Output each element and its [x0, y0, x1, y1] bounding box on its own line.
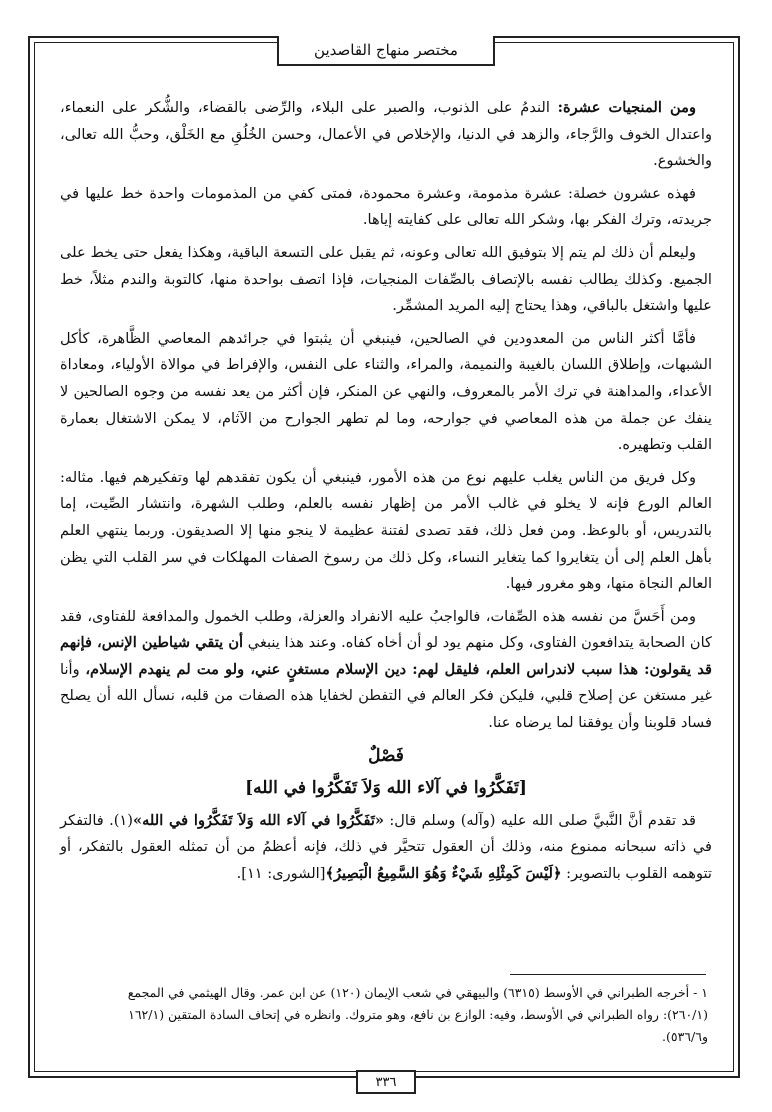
footnote-separator — [510, 974, 706, 975]
page-number: ٣٣٦ — [375, 1074, 397, 1090]
main-text — [60, 95, 712, 894]
footnote-line-1: ١ - أخرجه الطبراني في الأوسط (٦٣١٥) والبيهقي في شعب الإيمان (١٢٠) عن ابن عمر. وقال الهيثمي في المجمع — [127, 985, 708, 1000]
paragraph-1 — [60, 95, 712, 175]
paragraph-2: فهذه عشرون خصلة: عشرة مذمومة، وعشرة محمودة، فمتى كفي من المذمومات واحدة خط عليها في جريدته، وترك الفكر بها، وشكر الله تعالى على كفايته إياها. — [60, 184, 712, 229]
footnotes — [60, 982, 708, 1048]
paragraph-6 — [60, 604, 712, 737]
paragraph-6-part-a: ومن أَحَسَّ من نفسه هذه الصِّفات، فالواجبُ عليه الانفراد والعزلة، وطلب الخمول والمدافعة للفتاوى، فقد كان الصحابة يتدافعون الفتاوى، وكل منهم يود لو أن أخاه كفاه. وعند هذا ينبغي — [60, 607, 712, 652]
footnote-line-2: (٢٦٠/١): رواه الطبراني في الأوسط، وفيه: الوازع بن نافع، وهو متروك. وانظره في إتحاف السادة المتقين (١٦٢/١ — [128, 1007, 708, 1022]
verse-reference: [الشورى: ١١]. — [236, 865, 326, 883]
paragraph-4: فأمَّا أكثر الناس من المعدودين في الصالحين، فينبغي أن يثبتوا في جرائدهم المعاصي الظَّاهرة، كأكل الشبهات، وإطلاق اللسان بالغيبة والنميمة، والمراء، والثناء على النفس، والإفراط في موالاة الأولياء، ومعاداة الأعداء، والمداهنة في ترك الأمر بالمعروف، والنهي عن المنكر، فإن أكثر من يعد نفسه من وجوه الصالحين لا ينفك عن جملة من هذه المعاصي في جوارحه، وما لم تطهر الجوارح من الآثام، لا يمكن الاشتغال بعمارة القلب وتطهيره. — [60, 329, 712, 454]
footnote-line-3: و٥٣٦/٦). — [662, 1029, 708, 1044]
section-title: فَصْلٌ — [368, 745, 404, 766]
paragraph-7-part-a: قد تقدم أنَّ النَّبيَّ صلى الله عليه (وآله) وسلم قال: — [389, 811, 697, 829]
quran-verse: ﴿لَيْسَ كَمِثْلِهِ شَيْءٌ وَهُوَ السَّمِيعُ الْبَصِيرُ﴾ — [325, 865, 562, 883]
hadith-quote: «تَفَكَّرُوا في آلاء الله وَلاَ تَفَكَّرُوا في الله» — [132, 811, 385, 829]
page-number-box — [356, 1070, 416, 1094]
paragraph-7 — [60, 808, 712, 888]
book-title: مختصر منهاج القاصدين — [314, 41, 458, 59]
paragraph-5: وكل فريق من الناس يغلب عليهم نوع من هذه الأمور، فينبغي أن يكون تفقدهم لها وتفكيرهم فيها. مثاله: العالم الورع فإنه لا يخلو في غالب الأمر من إظهار نفسه بالعلم، وطلب الشهرة، وانتشار الصِّيت، إما بالتدريس، أو بالوعظ. ومن فعل ذلك، فقد تصدى لفتنة عظيمة لا ينجو منها إلا الصديقون. وربما ينتهي العلم بأهل العلم إلى أن يتغايروا كما يتغاير النساء، وكل ذلك من رسوخ الصفات المهلكات في سر القلب التي يظن العالم النجاة منها، وهو مغرور فيها. — [60, 468, 712, 593]
paragraph-1-lead: ومن المنجيات عشرة: — [557, 99, 697, 116]
section-subtitle: [تَفَكَّرُوا في آلاء الله وَلاَ تَفَكَّرُوا في الله] — [245, 778, 527, 799]
paragraph-6-bold: أن يتقي شياطين الإنس، فإنهم قد يقولون: هذا سبب لاندراس العلم، فليقل لهم: دين الإسلام مستغنٍ عني، ولو مت لم ينهدم الإسلام، — [60, 634, 713, 678]
paragraph-1-text: الندمُ على الذنوب، والصبر على البلاء، والرِّضى بالقضاء، والشُّكر على النعماء، واعتدال الخوف والرَّجاء، والزهد في الدنيا، والإخلاص في الأعمال، وحسن الخُلُقِ مع الخَلْق، وحبُّ الله تعالى، والخشوع. — [60, 99, 712, 170]
paragraph-6-part-b: وأنا غير مستغن عن إصلاح قلبي، فليكن فكر العالم في التفطن لخفايا هذه الصفات من قلبه، نسأل الله أن يصلح فساد قلوبنا وأن يوفقنا لما يرضاه عنا. — [60, 660, 712, 732]
paragraph-7-part-b: (١). فالتفكر في ذاته سبحانه ممنوع منه، وذلك أن العقول تتحيَّر في ذلك، فإنه أعظمُ من أن تمثله العقول بالتفكر، أو تتوهمه القلوب بالتصوير: — [60, 811, 712, 883]
running-header — [277, 36, 495, 66]
paragraph-3: وليعلم أن ذلك لم يتم إلا بتوفيق الله تعالى وعونه، ثم يقبل على التسعة الباقية، وهكذا يفعل حتى يخط على الجميع. وكذلك يطالب نفسه بالإتصاف بالصِّفات المنجيات، فإذا اتصف بواحدة منها، كالتوبة والندم مثلاً، خط عليها واشتغل بالباقي، وهذا يحتاج إليه المريد المشمِّر. — [60, 243, 712, 315]
